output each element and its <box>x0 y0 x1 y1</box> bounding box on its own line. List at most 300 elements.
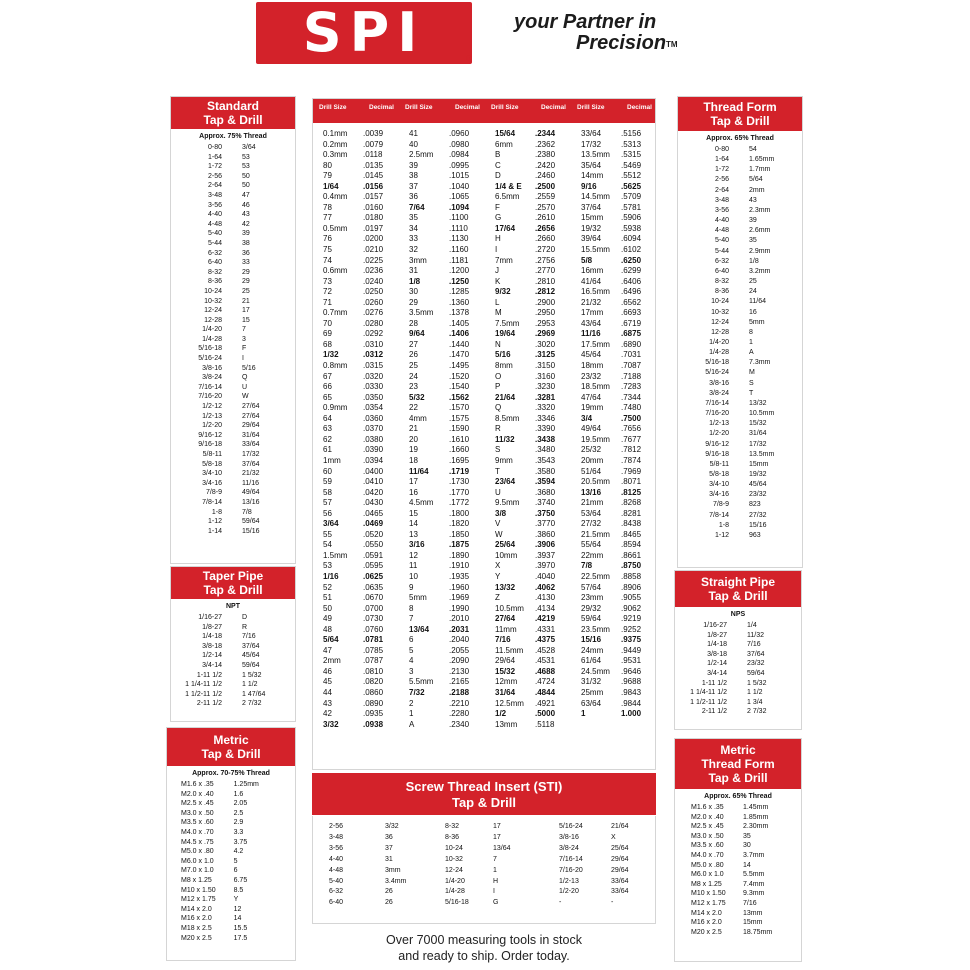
metric-subtitle: Approx. 70-75% Thread <box>192 770 270 777</box>
drill-size-cell: 45/64 <box>581 350 602 360</box>
drill-size-cell: 22mm <box>581 550 604 560</box>
drill-size-cell: 33/64 <box>581 129 602 138</box>
table-cell: 6-32 <box>207 249 222 257</box>
decimal-cell: .0410 <box>363 477 384 487</box>
drill-size-cell: 3.5mm <box>409 308 434 318</box>
table-cell: I <box>493 888 495 896</box>
table-cell: 5/8-18 <box>202 460 222 468</box>
table-cell: 1/2-13 <box>202 412 222 420</box>
drill-size-cell: I <box>495 245 498 255</box>
decimal-cell: .8594 <box>621 540 642 550</box>
table-cell: 1/2-20 <box>559 888 579 896</box>
tap-column <box>179 613 232 709</box>
drill-size-cell: 71 <box>323 297 332 307</box>
drill-size-cell: 15/32 <box>495 666 516 676</box>
drill-size-cell: 7 <box>409 614 414 624</box>
table-cell: 3-48 <box>207 191 222 199</box>
drill-size-cell: 79 <box>323 171 332 181</box>
decimal-cell: .5781 <box>621 202 642 212</box>
table-cell: 35 <box>743 832 751 840</box>
tagline <box>514 12 734 55</box>
table-cell: 7.4mm <box>743 880 765 888</box>
table-cell: 33/64 <box>242 441 260 449</box>
table-cell: 3-56 <box>714 206 729 214</box>
decimal-cell: .2380 <box>535 150 556 160</box>
standard-table <box>171 140 295 536</box>
table-cell: 19/32 <box>749 471 767 478</box>
drill-size-cell: 5mm <box>409 593 427 603</box>
decimal-cell: .2720 <box>535 245 556 255</box>
drill-size-header: Drill Size <box>319 104 347 111</box>
decimal-cell: .5315 <box>621 150 642 160</box>
table-cell: 3-48 <box>329 833 344 841</box>
table-cell: 8-32 <box>714 278 729 286</box>
table-cell: 5-44 <box>207 239 222 247</box>
drill-size-cell: 59/64 <box>581 614 602 624</box>
decimal-cell: .1470 <box>449 350 470 360</box>
drill-size-cell: 9/64 <box>409 329 425 339</box>
table-cell: 4-48 <box>329 866 344 874</box>
straight-pipe-title-2: Tap & Drill <box>708 589 768 603</box>
decimal-cell: .8438 <box>621 519 642 529</box>
table-cell: X <box>611 833 616 841</box>
drill-size-cell: 11mm <box>495 624 517 634</box>
sti-drill-column <box>611 822 673 923</box>
decimal-cell: .1065 <box>449 192 470 202</box>
decimal-cell: .6094 <box>621 234 642 244</box>
table-cell: M8 x 1.25 <box>181 876 212 884</box>
drill-size-cell: 37 <box>409 181 418 191</box>
table-cell: 5-40 <box>714 237 729 245</box>
drill-size-cell: 39 <box>409 160 418 170</box>
drill-size-cell: S <box>495 445 501 455</box>
table-cell: M12 x 1.75 <box>181 896 216 904</box>
table-cell: 963 <box>749 531 761 539</box>
taper-pipe-table <box>171 610 295 709</box>
straight-pipe-table <box>675 618 801 717</box>
decimal-cell: .4331 <box>535 624 556 634</box>
drill-size-cell: 53/64 <box>581 508 602 518</box>
table-cell: 0-80 <box>714 146 729 153</box>
table-cell: 36 <box>385 833 393 841</box>
decimal-cell: .9062 <box>621 603 642 613</box>
table-cell: 17/32 <box>242 451 260 458</box>
decimal-cell: .1719 <box>449 466 470 476</box>
thread-form-title-2: Tap & Drill <box>710 114 770 128</box>
drill-size-cell: 21.5mm <box>581 529 610 539</box>
table-cell: 1.45mm <box>743 804 769 811</box>
decimal-cell: .1015 <box>449 171 470 181</box>
drill-table-header <box>313 99 655 123</box>
table-cell: 3/8-16 <box>202 364 222 372</box>
drill-size-cell: 33 <box>409 234 418 244</box>
decimal-cell: .5938 <box>621 223 642 233</box>
table-cell: 1 47/64 <box>242 690 266 698</box>
table-cell: 43 <box>242 211 250 219</box>
drill-size-cell: Z <box>495 593 500 603</box>
decimal-cell: .0938 <box>363 719 384 729</box>
decimal-cell: .1990 <box>449 603 470 613</box>
footer-line-2: and ready to ship. Order today. <box>398 949 570 963</box>
drill-size-cell: P <box>495 382 501 392</box>
drill-size-cell: M <box>495 308 502 318</box>
table-cell: 5/16-18 <box>705 359 729 367</box>
drill-size-cell: J <box>495 266 499 276</box>
decimal-cell: .7500 <box>621 413 642 423</box>
drill-size-cell: Q <box>495 403 502 413</box>
drill-size-cell: 20 <box>409 434 418 444</box>
drill-size-cell: W <box>495 529 503 539</box>
drill-size-cell: 3mm <box>409 255 427 265</box>
table-cell: 7 <box>493 855 497 863</box>
table-cell: 8.5 <box>233 886 244 894</box>
decimal-cell: .1575 <box>449 413 470 423</box>
decimal-cell: .2210 <box>449 698 470 708</box>
decimal-cell: .2040 <box>449 635 470 645</box>
drill-size-cell: 13.5mm <box>581 150 610 160</box>
drill-size-cell: 17/32 <box>581 139 602 149</box>
table-cell: 7/8-9 <box>713 501 729 509</box>
table-cell: M4.0 x .70 <box>181 828 214 836</box>
decimal-cell: .0210 <box>363 245 384 255</box>
drill-size-cell: A <box>409 719 415 729</box>
table-cell: M5.0 x .80 <box>691 861 724 869</box>
decimal-cell: .0118 <box>363 150 383 160</box>
table-cell: 12-24 <box>204 307 222 315</box>
drill-size-cell: 7/32 <box>409 687 425 697</box>
decimal-cell: .7677 <box>621 434 642 444</box>
table-cell: A <box>749 349 754 357</box>
drill-size-cell: 0.4mm <box>323 192 348 202</box>
drill-size-cell: 19 <box>409 445 418 455</box>
drill-size-cell: 7/16 <box>495 635 511 645</box>
drill-size-cell: 1/64 <box>323 181 339 191</box>
drill-size-cell: 10 <box>409 571 418 581</box>
drill-size-cell: 0.5mm <box>323 223 348 233</box>
table-cell: 3/4-16 <box>202 479 222 487</box>
drill-size-header: Drill Size <box>491 104 519 111</box>
table-cell: 3.75 <box>233 838 248 846</box>
size-column <box>485 129 535 730</box>
decimal-cell: .5512 <box>621 171 642 181</box>
decimal-column <box>449 129 485 730</box>
decimal-cell: .7283 <box>621 382 642 392</box>
table-cell: 17/32 <box>749 440 767 448</box>
drill-size-cell: 29/32 <box>581 603 602 613</box>
drill-size-cell: 40 <box>409 139 418 149</box>
decimal-cell: .3020 <box>535 339 556 349</box>
drill-column <box>232 613 285 709</box>
drill-size-cell: 69 <box>323 329 332 339</box>
decimal-cell: .0360 <box>363 413 384 423</box>
drill-size-cell: 23 <box>409 382 418 392</box>
table-cell: 17 <box>493 823 501 830</box>
decimal-cell: .1969 <box>449 593 470 603</box>
table-cell: 46 <box>242 201 250 209</box>
decimal-cell: .0394 <box>363 455 384 465</box>
decimal-cell: .0730 <box>363 614 384 624</box>
drill-size-cell: 12.5mm <box>495 698 524 708</box>
table-cell: 59/64 <box>242 518 260 526</box>
decimal-cell: .0984 <box>449 150 470 160</box>
decimal-cell: .2812 <box>535 287 556 297</box>
decimal-cell: .1960 <box>449 582 470 592</box>
drill-size-cell: 36 <box>409 192 418 202</box>
drill-size-cell: 80 <box>323 160 332 170</box>
drill-size-cell: 7/8 <box>581 561 593 571</box>
drill-size-cell: 15mm <box>581 213 604 223</box>
table-cell: 12 <box>233 905 242 913</box>
table-cell: 1 1/4-11 1/2 <box>185 681 222 689</box>
decimal-cell: .4375 <box>535 635 556 645</box>
table-cell: 36 <box>242 249 250 257</box>
table-cell: 10-24 <box>204 287 222 295</box>
drill-size-cell: 1/2 <box>495 709 507 719</box>
decimal-cell: .9252 <box>621 624 642 634</box>
table-cell: M2.0 x .40 <box>691 813 724 821</box>
decimal-cell: .0250 <box>363 287 384 297</box>
decimal-cell: .1772 <box>449 498 470 508</box>
table-cell: 23/32 <box>749 491 767 499</box>
table-cell: 2.05 <box>233 800 248 808</box>
drill-column <box>232 143 285 536</box>
table-cell: 50 <box>242 182 250 190</box>
table-cell: 3-48 <box>714 196 729 204</box>
decimal-cell: .0625 <box>363 571 384 581</box>
table-cell: 3/8-24 <box>202 374 222 382</box>
table-cell: 29/64 <box>611 855 629 863</box>
decimal-cell: .1800 <box>449 508 470 518</box>
decimal-cell: .3906 <box>535 540 556 550</box>
table-cell: 8-36 <box>207 278 222 286</box>
table-cell: 27/64 <box>242 403 260 411</box>
table-cell: 3/4-16 <box>709 491 729 499</box>
drill-size-cell: 59 <box>323 477 332 487</box>
registered-mark: ® <box>466 54 472 63</box>
decimal-cell: .2130 <box>449 666 470 676</box>
decimal-cell: .0670 <box>363 593 384 603</box>
table-cell: 6-32 <box>714 257 729 265</box>
decimal-cell: .5313 <box>621 139 642 149</box>
drill-size-cell: 41 <box>409 129 418 138</box>
decimal-cell: .0312 <box>363 350 384 360</box>
drill-size-cell: 1.5mm <box>323 550 348 560</box>
decimal-cell: .3580 <box>535 466 556 476</box>
table-cell: M2.5 x .45 <box>181 800 214 808</box>
table-cell: 1/2-14 <box>707 660 727 668</box>
decimal-cell: .0240 <box>363 276 384 286</box>
decimal-cell: .0315 <box>363 361 384 371</box>
drill-size-cell: 5.5mm <box>409 677 434 687</box>
drill-size-cell: 1 <box>409 709 414 719</box>
drill-size-cell: 62 <box>323 434 332 444</box>
table-cell: 10.5mm <box>749 410 775 418</box>
table-cell: - <box>559 899 562 907</box>
size-column <box>313 129 363 730</box>
drill-size-cell: 3/16 <box>409 540 425 550</box>
table-cell: 5/8-11 <box>202 451 222 458</box>
table-cell: 24 <box>749 288 757 296</box>
drill-size-cell: 43 <box>323 698 332 708</box>
table-cell: 7/16 <box>747 641 761 649</box>
drill-size-cell: 2.5mm <box>409 150 434 160</box>
straight-pipe-header <box>675 571 801 607</box>
drill-size-cell: 21 <box>409 424 418 434</box>
table-cell: 8-36 <box>714 288 729 296</box>
drill-size-cell: T <box>495 466 500 476</box>
table-cell: 7/8 <box>242 508 252 516</box>
decimal-cell: .0935 <box>363 709 384 719</box>
decimal-cell: .2559 <box>535 192 556 202</box>
decimal-cell: .1590 <box>449 424 470 434</box>
decimal-cell: .7344 <box>621 392 642 402</box>
table-cell: 6-32 <box>329 888 344 896</box>
table-cell: M4.0 x .70 <box>691 851 724 859</box>
table-cell: 9/16-18 <box>198 441 222 449</box>
drill-size-cell: 12 <box>409 550 418 560</box>
table-cell: 3.2mm <box>749 267 771 275</box>
table-cell: 5/16 <box>242 364 256 372</box>
table-cell: 29 <box>242 268 250 276</box>
table-cell: 1.85mm <box>743 813 769 821</box>
decimal-cell: .1406 <box>449 329 470 339</box>
sti-drill-column <box>493 822 559 923</box>
drill-size-cell: 23mm <box>581 593 604 603</box>
decimal-cell: .2810 <box>535 276 556 286</box>
table-cell: 2-64 <box>714 186 729 194</box>
decimal-cell: .2090 <box>449 656 470 666</box>
table-cell: M16 x 2.0 <box>181 915 212 923</box>
decimal-cell: .9844 <box>621 698 642 708</box>
drill-size-cell: X <box>495 561 501 571</box>
drill-size-header: Drill Size <box>405 104 433 111</box>
decimal-cell: .3680 <box>535 487 556 497</box>
drill-size-cell: 13/32 <box>495 582 516 592</box>
straight-pipe-title: Straight Pipe <box>700 575 775 589</box>
drill-size-cell: 10mm <box>495 550 518 560</box>
decimal-cell: .2362 <box>535 139 556 149</box>
table-cell: 1 3/4 <box>747 698 763 706</box>
table-cell: 3mm <box>385 866 401 874</box>
table-cell: 37 <box>385 844 393 852</box>
drill-size-cell: 3 <box>409 666 414 676</box>
drill-size-cell: 28 <box>409 318 418 328</box>
decimal-cell: .0260 <box>363 297 384 307</box>
decimal-cell: .0157 <box>363 192 384 202</box>
table-cell: 1-12 <box>714 531 729 539</box>
drill-size-header: Drill Size <box>577 104 605 111</box>
decimal-cell: .1378 <box>449 308 470 318</box>
table-cell: 1-72 <box>207 163 222 171</box>
table-cell: 1 <box>749 338 753 346</box>
decimal-cell: .9219 <box>621 614 642 624</box>
table-cell: 2.3mm <box>749 206 771 214</box>
metric-thread-form-subtitle: Approx. 65% Thread <box>704 793 772 800</box>
table-cell: 12-24 <box>445 866 463 874</box>
decimal-cell: .1540 <box>449 382 470 392</box>
decimal-cell: .4844 <box>535 687 556 697</box>
drill-size-cell: 5/64 <box>323 635 339 645</box>
decimal-cell: .1130 <box>449 234 469 244</box>
decimal-cell: .0276 <box>363 308 384 318</box>
drill-size-cell: 31 <box>409 266 418 276</box>
table-cell: 2.6mm <box>749 227 771 235</box>
table-cell: 30 <box>743 842 751 850</box>
drill-size-cell: V <box>495 519 501 529</box>
drill-size-cell: 20.5mm <box>581 477 610 487</box>
drill-size-cell: 57/64 <box>581 582 602 592</box>
decimal-cell: .0280 <box>363 318 384 328</box>
decimal-cell: .0469 <box>363 519 384 529</box>
decimal-cell: .7188 <box>621 371 642 381</box>
decimal-cell: .1160 <box>449 245 469 255</box>
drill-size-cell: 68 <box>323 339 332 349</box>
table-cell: 2-56 <box>207 172 222 180</box>
drill-size-cell: 51/64 <box>581 466 602 476</box>
drill-size-cell: 7mm <box>495 255 513 265</box>
decimal-cell: .3125 <box>535 350 556 360</box>
standard-header <box>171 97 295 129</box>
tap-column <box>175 780 226 943</box>
decimal-cell: .1360 <box>449 297 470 307</box>
table-cell: 0-80 <box>207 144 222 151</box>
table-cell: 2-11 1/2 <box>196 700 222 708</box>
table-cell: 1/4-28 <box>709 349 729 357</box>
drill-size-cell: U <box>495 487 501 497</box>
standard-tap-drill-panel <box>170 96 296 564</box>
table-cell: 2-56 <box>329 823 344 830</box>
decimal-header: Decimal <box>455 104 480 111</box>
footer-line-1: Over 7000 measuring tools in stock <box>386 933 582 947</box>
drill-size-cell: 6.5mm <box>495 192 520 202</box>
table-cell: 1/4-28 <box>202 335 222 343</box>
drill-size-cell: 13mm <box>495 719 518 729</box>
table-cell: M <box>749 369 755 377</box>
table-cell: 12-28 <box>204 316 222 324</box>
decimal-cell: .2660 <box>535 234 556 244</box>
decimal-cell: .0430 <box>363 498 384 508</box>
drill-column <box>737 803 791 937</box>
table-cell: 26 <box>385 888 393 896</box>
table-cell: 1/4-20 <box>445 877 465 885</box>
table-cell: 14 <box>743 861 751 869</box>
decimal-cell: .0591 <box>363 550 384 560</box>
table-cell: M5.0 x .80 <box>181 848 214 856</box>
drill-size-cell: 20mm <box>581 455 604 465</box>
drill-size-cell: 0.6mm <box>323 266 348 276</box>
decimal-cell: .0810 <box>363 666 384 676</box>
table-cell: 3/8-24 <box>709 389 729 397</box>
thread-form-subtitle: Approx. 65% Thread <box>706 135 774 142</box>
table-cell: 5/64 <box>749 176 763 184</box>
table-cell: 45/64 <box>749 481 767 489</box>
table-cell: 1.6 <box>233 790 244 798</box>
drill-size-cell: 11.5mm <box>495 645 524 655</box>
sti-tap-column <box>559 822 611 923</box>
decimal-cell: .3750 <box>535 508 556 518</box>
decimal-cell: .7656 <box>621 424 642 434</box>
table-cell: 13mm <box>743 909 763 917</box>
drill-size-cell: 0.1mm <box>323 129 348 138</box>
drill-size-cell: 22 <box>409 403 418 413</box>
straight-pipe-subtitle: NPS <box>730 611 746 618</box>
table-cell: 15mm <box>743 919 763 927</box>
table-cell: 23/32 <box>747 660 765 668</box>
drill-size-cell: C <box>495 160 501 170</box>
decimal-cell: .3937 <box>535 550 556 560</box>
decimal-cell: .1285 <box>449 287 470 297</box>
decimal-cell: .8750 <box>621 561 642 571</box>
